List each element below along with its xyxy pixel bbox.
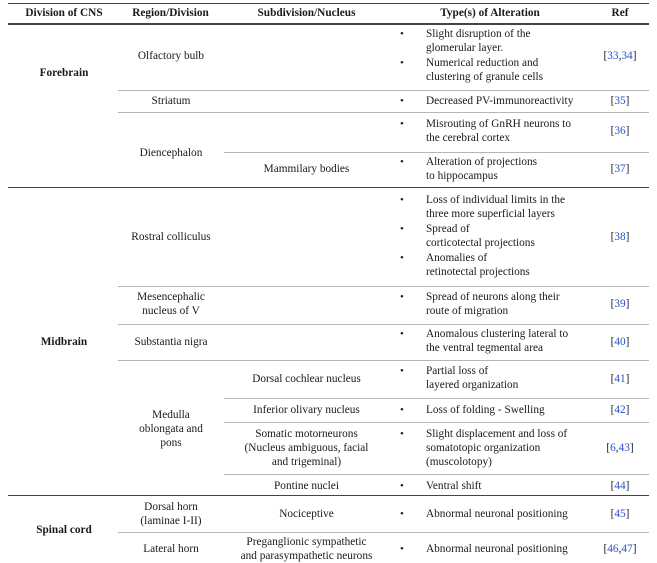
bullet-icon: • <box>400 95 404 107</box>
header-region: Region/Division <box>132 7 209 19</box>
bullet-icon: • <box>400 156 404 168</box>
subdivision-mammilary-bodies: Mammilary bodies <box>263 163 350 175</box>
alteration-text: to hippocampus <box>426 170 498 182</box>
bullet-icon: • <box>400 543 404 555</box>
alteration-text: route of migration <box>426 305 509 317</box>
header-alteration: Type(s) of Alteration <box>440 7 540 19</box>
bullet-icon: • <box>400 404 404 416</box>
header-rule <box>8 23 649 25</box>
alteration-text: retinotectal projections <box>426 266 530 278</box>
alteration-text: corticotectal projections <box>426 237 535 249</box>
bullet-icon: • <box>400 252 404 264</box>
ref-link[interactable]: 38 <box>614 231 626 243</box>
region-dorsal-horn-line1: Dorsal horn <box>144 501 198 513</box>
ref-link[interactable]: 35 <box>614 95 626 107</box>
bullet-icon: • <box>400 28 404 40</box>
alteration-text: Spread of <box>426 223 470 235</box>
ref-link[interactable]: 44 <box>614 480 626 492</box>
bullet-icon: • <box>400 480 404 492</box>
ref-link[interactable]: 39 <box>614 298 626 310</box>
row-separator <box>118 532 649 533</box>
ref-link[interactable]: 34 <box>621 50 633 62</box>
ref-diencephalon: [36] <box>610 125 630 137</box>
ref-link[interactable]: 45 <box>614 508 626 520</box>
ref-link[interactable]: 43 <box>618 442 630 454</box>
row-separator <box>118 286 649 287</box>
region-substantia-nigra: Substantia nigra <box>134 336 208 348</box>
ref-striatum: [35] <box>610 95 630 107</box>
alteration-text: three more superficial layers <box>426 208 555 220</box>
subdivision-somatic-line2: (Nucleus ambiguous, facial <box>244 442 369 454</box>
row-separator <box>224 422 649 423</box>
subdivision-nociceptive: Nociceptive <box>279 508 334 520</box>
region-medulla-line2: oblongata and <box>139 423 203 435</box>
header-subdivision: Subdivision/Nucleus <box>257 7 356 19</box>
alteration-text: Abnormal neuronal positioning <box>426 543 568 555</box>
bullet-icon: • <box>400 428 404 440</box>
division-midbrain: Midbrain <box>40 336 88 348</box>
region-dorsal-horn-line2: (laminae I-II) <box>140 515 202 527</box>
alteration-text: layered organization <box>426 379 519 391</box>
alteration-text: Loss of folding - Swelling <box>426 404 545 416</box>
subdivision-pontine-nuclei: Pontine nuclei <box>274 480 339 492</box>
alteration-text: Anomalous clustering lateral to <box>426 328 569 340</box>
alteration-text: Misrouting of GnRH neurons to <box>426 118 571 130</box>
division-rule-2 <box>8 495 649 496</box>
region-diencephalon: Diencephalon <box>139 147 203 159</box>
bullet-icon: • <box>400 291 404 303</box>
alteration-text: Decreased PV-immunoreactivity <box>426 95 574 107</box>
alteration-text: Anomalies of <box>426 252 488 264</box>
region-olfactory-bulb: Olfactory bulb <box>137 50 205 62</box>
region-lateral-horn: Lateral horn <box>143 543 199 555</box>
alteration-text: somatotopic organization <box>426 442 541 454</box>
ref-link[interactable]: 40 <box>614 336 626 348</box>
division-rule-1 <box>8 187 649 188</box>
alteration-text: Slight displacement and loss of <box>426 428 568 440</box>
division-forebrain: Forebrain <box>39 67 89 79</box>
bullet-icon: • <box>400 365 404 377</box>
ref-link[interactable]: 41 <box>614 373 626 385</box>
row-separator <box>224 474 649 475</box>
ref-rostral: [38] <box>610 231 630 243</box>
bullet-icon: • <box>400 194 404 206</box>
bullet-icon: • <box>400 328 404 340</box>
bullet-icon: • <box>400 118 404 130</box>
alteration-text: the ventral tegmental area <box>426 342 543 354</box>
top-rule <box>8 3 649 4</box>
bullet-icon: • <box>400 57 404 69</box>
subdivision-dorsal-cochlear: Dorsal cochlear nucleus <box>252 373 361 385</box>
ref-link[interactable]: 36 <box>614 125 626 137</box>
subdivision-preganglionic-line2: and parasympathetic neurons <box>240 550 373 562</box>
alteration-text: Loss of individual limits in the <box>426 194 566 206</box>
subdivision-inferior-olivary: Inferior olivary nucleus <box>253 404 360 416</box>
region-mesencephalic-line2: nucleus of V <box>142 305 200 317</box>
subdivision-somatic-line1: Somatic motorneurons <box>255 428 358 440</box>
ref-cochlear: [41] <box>610 373 630 385</box>
alteration-text: the cerebral cortex <box>426 132 511 144</box>
ref-link[interactable]: 47 <box>621 543 633 555</box>
alteration-text: Numerical reduction and <box>426 57 539 69</box>
row-separator <box>224 398 649 399</box>
alteration-text: Partial loss of <box>426 365 489 377</box>
row-separator <box>118 324 649 325</box>
ref-link[interactable]: 46 <box>607 543 619 555</box>
bullet-icon: • <box>400 508 404 520</box>
alteration-text: glomerular layer. <box>426 42 504 54</box>
subdivision-preganglionic-line1: Preganglionic sympathetic <box>246 536 367 548</box>
alteration-text: Abnormal neuronal positioning <box>426 508 568 520</box>
ref-link[interactable]: 37 <box>614 163 626 175</box>
subdivision-somatic-line3: and trigeminal) <box>271 456 342 468</box>
region-medulla-line1: Medulla <box>152 409 190 421</box>
ref-link[interactable]: 42 <box>614 404 626 416</box>
ref-mammilary: [37] <box>610 163 630 175</box>
ref-olivary: [42] <box>610 404 630 416</box>
ref-olfactory: [33,34] <box>603 50 637 62</box>
row-separator <box>118 90 649 91</box>
alteration-text: Slight disruption of the <box>426 28 531 40</box>
region-rostral-colliculus: Rostral colliculus <box>131 231 211 243</box>
ref-nociceptive: [45] <box>610 508 630 520</box>
header-division: Division of CNS <box>25 7 103 19</box>
region-striatum: Striatum <box>151 95 191 107</box>
row-separator <box>118 360 649 361</box>
ref-pontine: [44] <box>610 480 630 492</box>
row-separator <box>118 112 649 113</box>
bullet-icon: • <box>400 223 404 235</box>
alteration-text: Ventral shift <box>426 480 482 492</box>
alteration-text: (muscolotopy) <box>426 456 492 468</box>
alteration-text: Alteration of projections <box>426 156 538 168</box>
ref-link[interactable]: 6 <box>610 442 616 454</box>
region-medulla-line3: pons <box>160 437 182 449</box>
alteration-text: clustering of granule cells <box>426 71 544 83</box>
ref-mesencephalic: [39] <box>610 298 630 310</box>
ref-somatic: [6,43] <box>606 442 634 454</box>
division-spinal-cord: Spinal cord <box>36 524 92 536</box>
ref-nigra: [40] <box>610 336 630 348</box>
alteration-text: Spread of neurons along their <box>426 291 560 303</box>
ref-preganglionic: [46,47] <box>603 543 637 555</box>
row-separator <box>224 152 649 153</box>
header-ref: Ref <box>611 7 629 19</box>
region-mesencephalic-line1: Mesencephalic <box>137 291 205 303</box>
ref-link[interactable]: 33 <box>607 50 619 62</box>
